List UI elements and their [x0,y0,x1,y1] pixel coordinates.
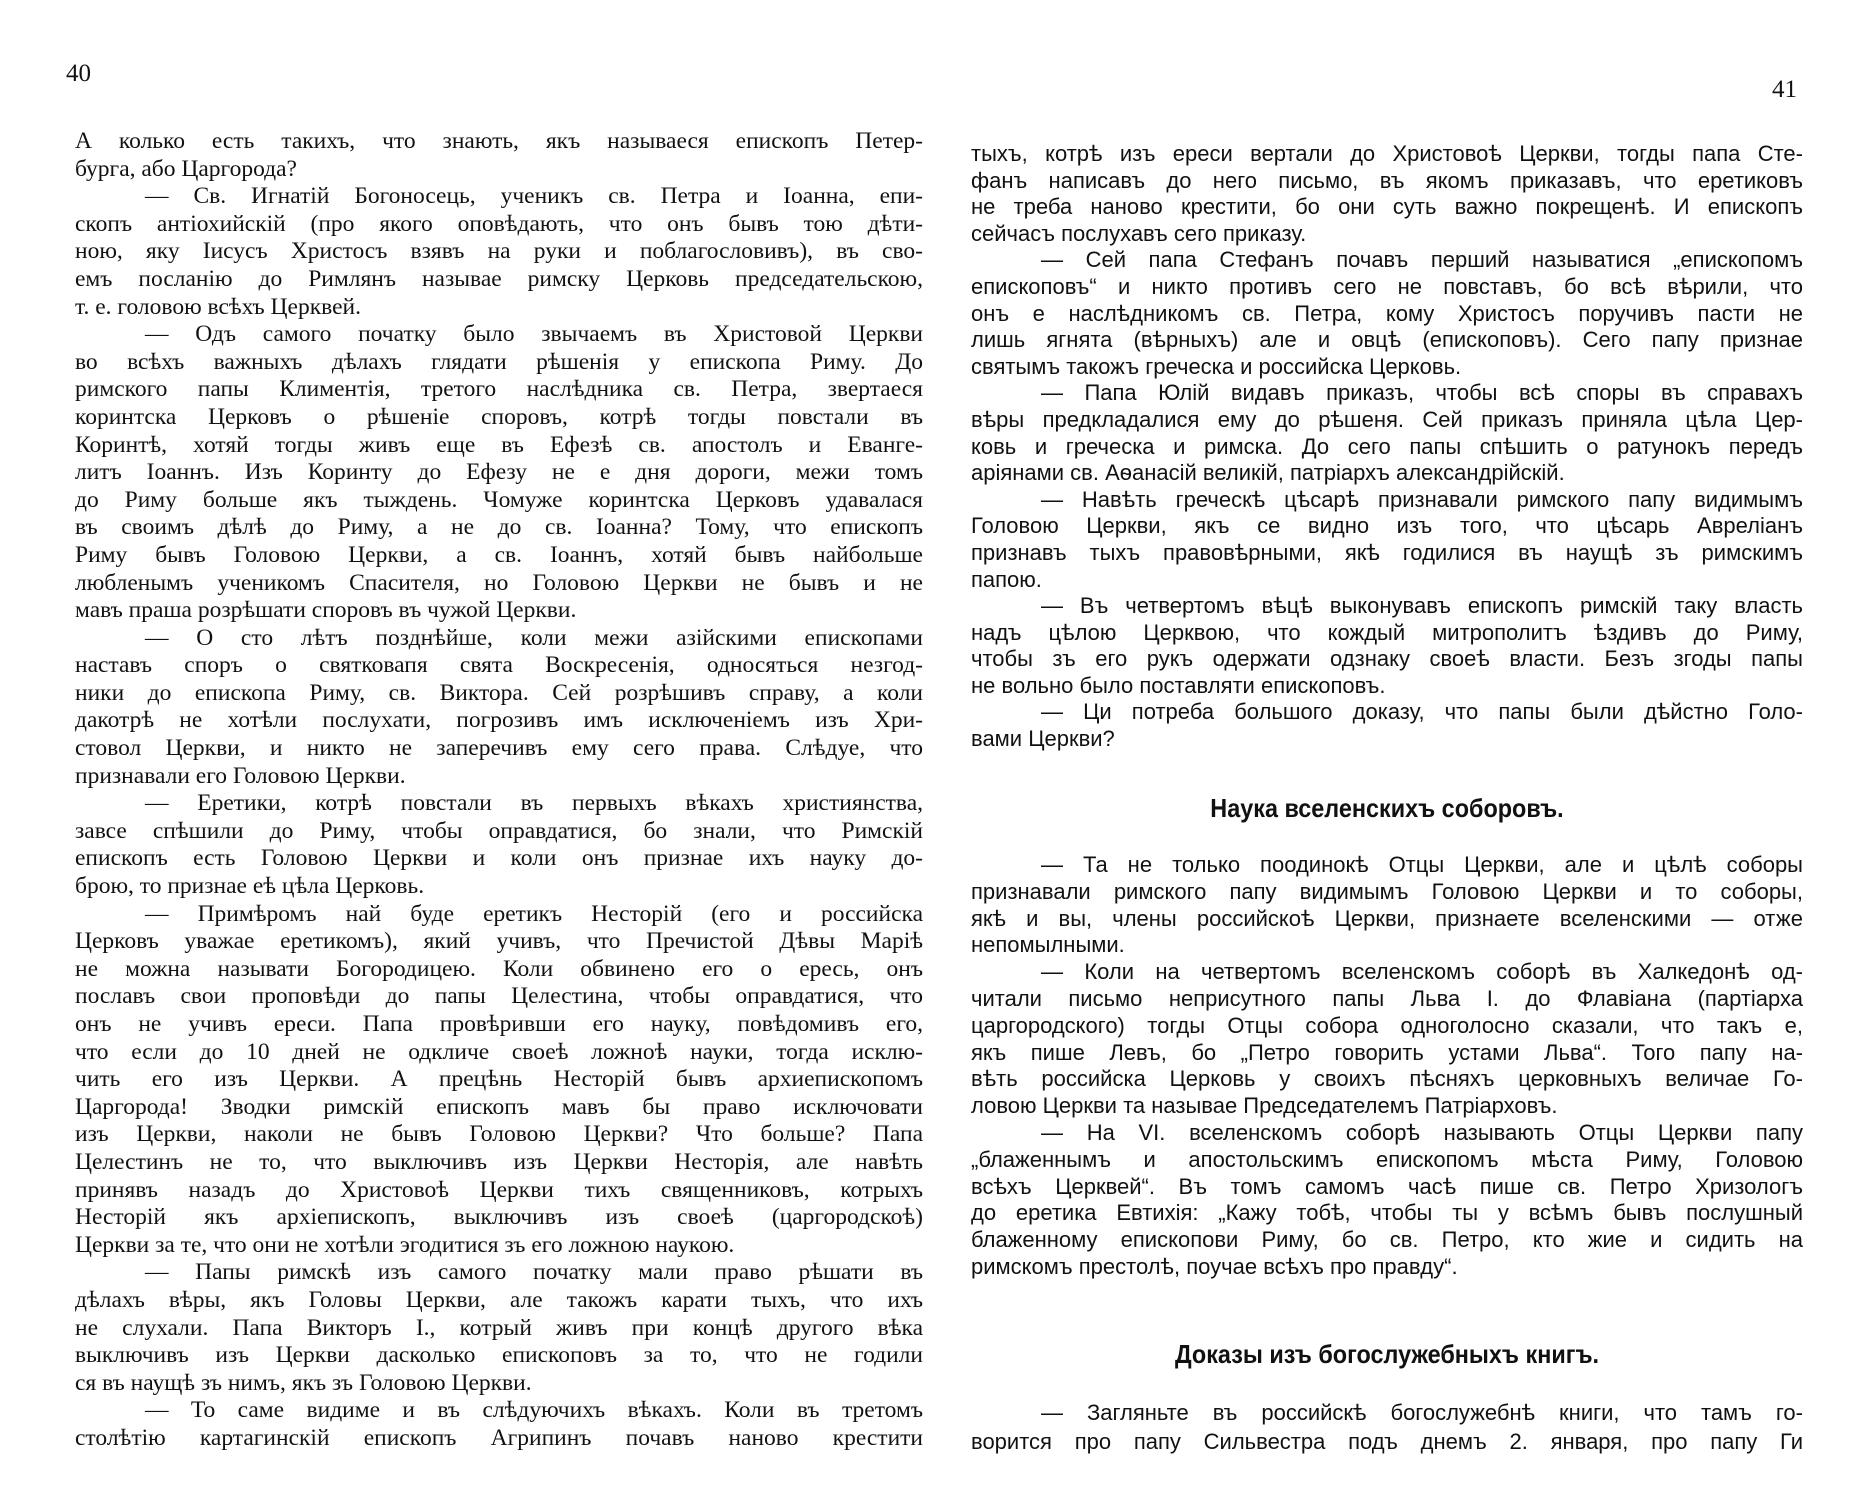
text-line: римского папы Климентія, третого наслѣдника св. Петра, звертаеся [75,376,923,403]
text-line: чтобы зъ его рукъ одержати одзнаку своеѣ власти. Безъ згоды папы [971,646,1803,672]
text-line: Церковъ уважае еретикомъ), який учивъ, что Пречистой Дѣвы Марiѣ [75,928,923,955]
right-page-text [971,141,1803,753]
paragraph [75,625,923,791]
text-line: читали письмо неприсутного папы Льва I. до Флавіана (партіарха [971,985,1803,1011]
text-line: брою, то признае еѣ цѣла Церковь. [75,873,425,900]
text-line: римскомъ престолѣ, поучае всѣхъ про правду“. [971,1253,1458,1279]
text-line: ники до епископа Риму, св. Виктора. Сей розрѣшивъ справу, а коли [75,679,923,706]
text-line: во всѣхъ важныхъ дѣлахъ глядати рѣшенія у епископа Риму. До [75,348,923,375]
text-line: епископовъ“ и никто противъ сего не повставъ, бо всѣ вѣрили, что [971,273,1803,299]
text-line: Головою Церкви, якъ се видно изъ того, что цѣсарь Авреліанъ [971,513,1803,539]
text-line: — Сей папа Стефанъ почавъ перший называтися „епископомъ [1041,247,1803,273]
text-line: вѣры предкладалися ему до рѣшеня. Сей приказъ приняла цѣла Цер- [971,406,1803,432]
paragraph [971,1120,1803,1281]
text-line: ворится про папу Сильвестра подъ днемъ 2. января, про папу Ги [971,1429,1803,1454]
text-line: „блаженнымъ и апостольскимъ епископомъ мѣста Риму, Головою [971,1146,1803,1172]
text-line: бурга, або Царгорода? [75,155,297,182]
text-line: — Въ четвертомъ вѣцѣ выконувавъ епископъ римскій таку власть [1041,593,1803,619]
text-line: завсе спѣшили до Риму, чтобы оправдатися, бо знали, что Римскій [75,817,923,844]
text-line: принявъ назадъ до Христовоѣ Церкви тихъ священниковъ, котрыхъ [75,1176,923,1203]
text-line: коринтска Церковъ о рѣшеніе споровъ, котрѣ тогды повстали въ [75,403,923,430]
text-line: Коринтѣ, хотяй тогды живъ еще въ Ефезѣ св. апостолъ и Еванге- [75,431,923,458]
text-line: вами Церкви? [971,726,1115,752]
text-line: изъ Церкви, наколи не бывъ Головою Церкви? Что больше? Папа [75,1121,923,1148]
text-line: — Навѣть греческѣ цѣсарѣ признавали римского папу видимымъ [1041,486,1803,512]
text-line: — Загляньте въ российскѣ богослужебнѣ книги, что тамъ го- [1041,1400,1803,1425]
paragraph [75,183,923,321]
text-line: — Еретики, котрѣ повстали въ первыхъ вѣкахъ християнства, [145,790,923,817]
text-line: признавъ тыхъ правовѣрными, якѣ годилися въ наущѣ зъ римскимъ [971,539,1803,565]
paragraph [75,1259,923,1397]
text-line: онъ не учивъ ереси. Папа провѣривши его науку, повѣдомивъ его, [75,1011,923,1037]
text-line: ковь и греческа и римска. До сего папы спѣшить о ратунокъ передъ [971,433,1803,459]
text-line: до еретика Евтихія: „Кажу тобѣ, чтобы ты у всѣмъ бывъ послушный [971,1200,1803,1226]
text-line: любленымъ ученикомъ Спасителя, но Головою Церкви не бывъ и не [75,569,923,596]
councils-section-text [971,852,1803,1281]
text-line: — Та не только поодинокѣ Отцы Церкви, але и цѣлѣ соборы [1041,852,1803,877]
text-line: надъ цѣлою Церквою, что кождый митрополитъ ѣздивъ до Риму, [971,619,1803,645]
text-line: Целестинъ не то, что выключивъ изъ Церкви Несторія, але навѣть [75,1148,923,1175]
text-line: литъ Іоаннъ. Изъ Коринту до Ефезу не е дня дороги, межи томъ [75,459,923,486]
text-line: непомылными. [971,932,1125,958]
text-line: столѣтію картагинскій епископъ Агрипинъ почавъ наново крестити [75,1424,923,1451]
section-heading-liturgical-books: Доказы изъ богослужебныхъ книгъ. [1174,1339,1600,1369]
text-line: мавъ праша розрѣшати споровъ въ чужой Церкви. [75,597,577,624]
text-line: наставъ споръ о святковапя свята Воскресенія, односяться незгод- [75,652,923,679]
paragraph [75,1397,923,1452]
text-line: — О сто лѣтъ позднѣйше, коли межи азійскими епископами [145,624,923,651]
text-line: не можна называти Богородицею. Коли обвинено его о ересь, онъ [75,955,923,982]
text-line: якѣ и вы, члены российскоѣ Церкви, признаете вселенскими — отже [971,905,1803,931]
text-line: сейчасъ послухавъ сего приказу. [971,220,1307,246]
paragraph [971,959,1803,1120]
text-line: вѣть российска Церковь у своихъ пѣсняхъ церковныхъ величае Го- [971,1066,1803,1092]
text-line: блаженному епископови Риму, бо св. Петро, кто жие и сидить на [971,1227,1803,1253]
text-line: — Примѣромъ най буде еретикъ Несторій (его и российска [145,900,923,927]
text-line: — Папа Юлій видавъ приказъ, чтобы всѣ споры въ справахъ [1041,380,1803,406]
text-line: признавали римского папу видимымъ Головою Церкви и то соборы, [971,878,1803,904]
text-line: — Ци потреба большого доказу, что папы были дѣйстно Голо- [1041,699,1803,725]
text-line: царгородского) тогды Отцы собора одноголосно сказали, что такъ е, [971,1012,1803,1038]
text-line: Риму бывъ Головою Церкви, а св. Іоаннъ, хотяй бывъ найбольше [75,541,923,568]
page-number-left: 40 [66,60,91,87]
text-line: епископъ есть Головою Церкви и коли онъ признае ихъ науку до- [75,845,923,872]
paragraph [75,128,923,183]
text-line: онъ е наслѣдникомъ св. Петра, кому Христосъ поручивъ пасти не [971,300,1803,326]
paragraph [971,1398,1803,1456]
text-line: всѣхъ Церквей“. Въ томъ самомъ часѣ пише св. Петро Хризологъ [971,1173,1803,1199]
text-line: выключивъ изъ Церкви дасколько епископовъ за то, что не годили [75,1342,923,1369]
text-line: скопъ антіохийскій (про якого оповѣдають, что онъ бывъ тою дѣти- [75,210,923,237]
text-line: — То саме видиме и въ слѣдуючихъ вѣкахъ. Коли въ третомъ [145,1397,923,1424]
text-line: А колько есть такихъ, что знають, якъ называеся епископъ Петер- [75,128,923,154]
paragraph [971,380,1803,486]
text-line: стовол Церкви, и никто не заперечивъ ему сего права. Слѣдуе, что [75,735,923,762]
text-line: чить его изъ Церкви. А прецѣнь Несторій бывъ архиепископомъ [75,1066,923,1093]
text-line: аріянами св. Аѳанасій великій, патріархъ александрійскій. [971,460,1565,486]
text-line: Несторій якъ архіепископъ, выключивъ изъ своеѣ (царгородскоѣ) [75,1204,923,1231]
text-line: ною, яку Іисусъ Христосъ взявъ на руки и поблагословивъ), въ сво- [75,238,923,265]
section-heading-councils: Наука вселенскихъ соборовъ. [1210,793,1564,823]
text-line: ся въ наущѣ зъ нимъ, якъ зъ Головою Церкви. [75,1369,532,1396]
text-line: дакотрѣ не хотѣли послухати, погрозивъ имъ исключеніемъ изъ Хри- [75,707,923,734]
text-line: Церкви за те, что они не хотѣли эгодитися зъ его ложною наукою. [75,1231,735,1258]
paragraph [75,321,923,625]
text-line: не слухали. Папа Викторъ I., котрый живъ при концѣ другого вѣка [75,1314,923,1341]
text-line: признавали его Головою Церкви. [75,762,406,789]
text-line: — Папы римскѣ изъ самого початку мали право рѣшати въ [145,1259,923,1286]
text-line: святымъ такожъ греческа и российска Церковь. [971,353,1462,379]
paragraph [75,901,923,1260]
left-page-text [75,128,923,1453]
text-line: тыхъ, котрѣ изъ ереси вертали до Христовоѣ Церкви, тогды папа Сте- [971,141,1803,166]
liturgical-books-section-text [971,1398,1803,1456]
paragraph [971,593,1803,699]
text-line: не вольно было поставляти епископовъ. [971,672,1386,698]
text-line: ловою Церкви та называе Председателемъ Патріарховъ. [971,1093,1558,1119]
text-line: — Коли на четвертомъ вселенскомъ соборѣ въ Халкедонѣ од- [1041,959,1803,985]
text-line: — На VI. вселенскомъ соборѣ называють Отцы Церкви папу [1041,1119,1803,1145]
text-line: — Одъ самого початку было звычаемъ въ Христовой Церкви [145,321,923,348]
text-line: что если до 10 дней не одкличе своеѣ ложноѣ науки, тогда исклю- [75,1038,923,1065]
paragraph [75,790,923,900]
text-line: якъ пише Левъ, бо „Петро говорить устами Льва“. Того папу на- [971,1039,1803,1065]
paragraph [971,699,1803,752]
text-line: не треба наново крестити, бо они суть важно покрещенѣ. И епископъ [971,194,1803,220]
text-line: до Риму больше якъ тыждень. Чомуже коринтска Церковъ удавалася [75,486,923,513]
text-line: пославъ свои проповѣди до папы Целестина, чтобы оправдатися, что [75,983,923,1010]
paragraph [971,852,1803,959]
text-line: въ своимъ дѣлѣ до Риму, а не до св. Іоанна? Тому, что епископъ [75,514,923,541]
text-line: Царгорода! Зводки римскій епископъ мавъ бы право исключовати [75,1093,923,1120]
text-line: т. е. головою всѣхъ Церквей. [75,293,361,320]
paragraph [971,247,1803,380]
paragraph [971,141,1803,247]
text-line: папою. [971,566,1042,592]
text-line: лишь ягнята (вѣрныхъ) але и овцѣ (епископовъ). Сего папу признае [971,327,1803,353]
paragraph [971,487,1803,593]
text-line: дѣлахъ вѣры, якъ Головы Церкви, але такожъ карати тыхъ, что ихъ [75,1286,923,1313]
text-line: емъ посланію до Римлянъ называе римску Церковь председательскою, [75,265,923,292]
text-line: — Св. Игнатій Богоносець, ученикъ св. Петра и Іоанна, епи- [145,183,923,210]
text-line: фанъ написавъ до него письмо, въ якомъ приказавъ, что еретиковъ [971,167,1803,193]
page-number-right: 41 [1772,76,1797,103]
